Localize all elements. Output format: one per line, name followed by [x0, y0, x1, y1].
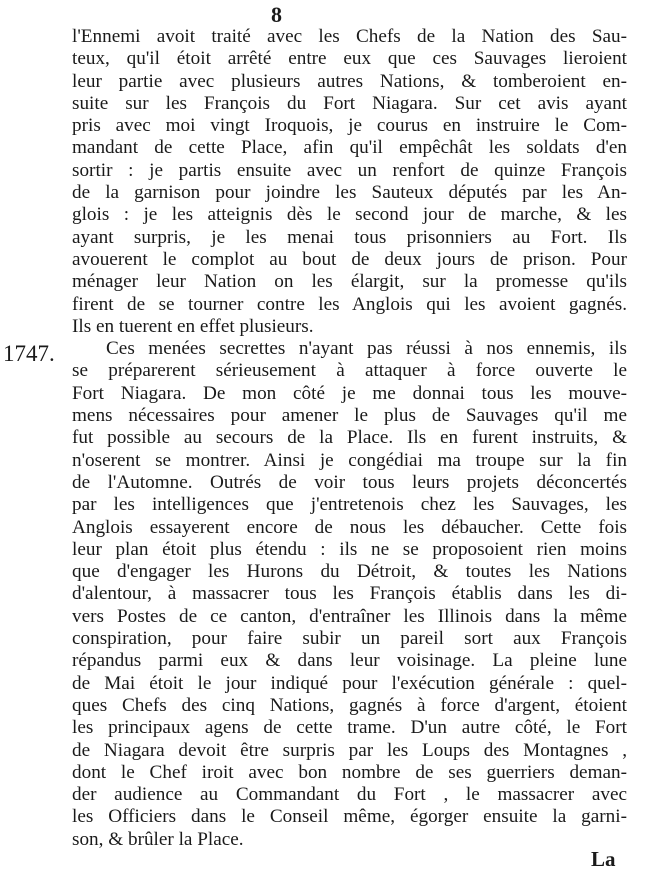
text-line: d'alentour, à massacrer tous les François établis dans les di-	[72, 583, 627, 605]
text-line: son, & brûler la Place.	[72, 828, 244, 850]
text-line: par les intelligences que j'entretenois chez les Sauvages, les	[72, 494, 627, 516]
text-line: der audience au Commandant du Fort , le massacrer avec	[72, 784, 627, 806]
text-line: ayant surpris, je les menai tous prisonniers au Fort. Ils	[72, 226, 627, 248]
text-line: mens nécessaires pour amener le plus de Sauvages qu'il me	[72, 405, 627, 427]
text-line: ques Chefs des cinq Nations, gagnés à force d'argent, étoient	[72, 694, 627, 716]
margin-year: 1747.	[3, 341, 55, 366]
body-text	[72, 26, 627, 851]
text-line: avouerent le complot au bout de deux jours de prison. Pour	[72, 248, 627, 270]
text-line: Fort Niagara. De mon côté je me donnai tous les mouve-	[72, 382, 627, 404]
text-line: n'oserent se montrer. Ainsi je congédiai ma troupe sur la fin	[72, 449, 627, 471]
text-line: firent de se tourner contre les Anglois qui les avoient gagnés.	[72, 293, 627, 315]
text-line: les principaux agens de cette trame. D'un autre côté, le Fort	[72, 717, 627, 739]
text-line: leur plan étoit plus étendu : ils ne se proposoient rien moins	[72, 538, 627, 560]
text-line: que d'engager les Hurons du Détroit, & toutes les Nations	[72, 561, 627, 583]
text-line: sortir : je partis ensuite avec un renfort de quinze François	[72, 159, 627, 181]
text-line: de Mai étoit le jour indiqué pour l'exécution générale : quel-	[72, 672, 627, 694]
text-line: pris avec moi vingt Iroquois, je courus en instruire le Com-	[72, 115, 627, 137]
text-line: se préparerent sérieusement à attaquer à force ouverte le	[72, 360, 627, 382]
text-line: suite sur les François du Fort Niagara. Sur cet avis ayant	[72, 92, 627, 114]
text-line: Ces menées secrettes n'ayant pas réussi à nos ennemis, ils	[106, 338, 627, 360]
text-line: de l'Automne. Outrés de voir tous leurs projets déconcertés	[72, 471, 627, 493]
text-line: Ils en tuerent en effet plusieurs.	[72, 315, 314, 337]
text-line: leur partie avec plusieurs autres Nations, & tomberoient en-	[72, 70, 627, 92]
text-line: Anglois essayerent encore de nous les débaucher. Cette fois	[72, 516, 627, 538]
page-number: 8	[271, 2, 282, 27]
text-line: glois : je les atteignis dès le second jour de marche, & les	[72, 204, 627, 226]
text-line: les Officiers dans le Conseil même, égorger ensuite la garni-	[72, 806, 627, 828]
text-line: de Niagara devoit être surpris par les Loups des Montagnes ,	[72, 739, 627, 761]
text-line: vers Postes de ce canton, d'entraîner les Illinois dans la même	[72, 605, 627, 627]
text-line: l'Ennemi avoit traité avec les Chefs de la Nation des Sau-	[72, 26, 627, 47]
text-line: dont le Chef iroit avec bon nombre de ses guerriers deman-	[72, 761, 627, 783]
text-line: répandus parmi eux & dans leur voisinage. La pleine lune	[72, 650, 627, 672]
text-line: conspiration, pour faire subir un pareil sort aux François	[72, 628, 627, 650]
text-line: mandant de cette Place, afin qu'il empêchât les soldats d'en	[72, 137, 627, 159]
text-line: teux, qu'il étoit arrêté entre eux que ces Sauvages lieroient	[72, 48, 627, 70]
text-line: de la garnison pour joindre les Sauteux députés par les An-	[72, 182, 627, 204]
text-line: ménager leur Nation on les élargit, sur la promesse qu'ils	[72, 271, 627, 293]
text-line: fut possible au secours de la Place. Ils en furent instruits, &	[72, 427, 627, 449]
catchword: La	[591, 847, 616, 871]
